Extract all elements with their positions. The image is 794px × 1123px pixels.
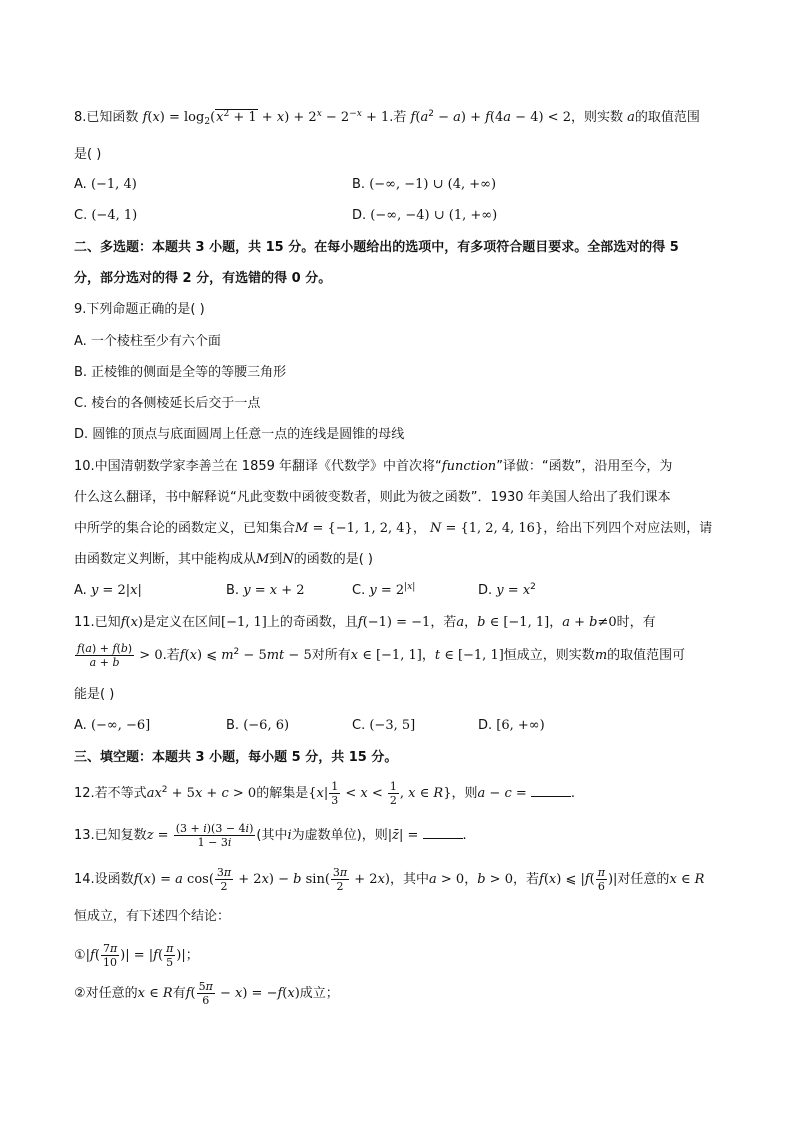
q8-option-b: B. (−∞, −1) ∪ (4, +∞) (352, 177, 497, 192)
q8-line2: 是( ) (74, 147, 102, 162)
answer-blank (423, 828, 463, 839)
q11-line1: 11.已知f(x)是定义在区间[−1, 1]上的奇函数，且f(−1) = −1，若a，b ∈ [−1, 1]，a + b≠0时，有 (74, 615, 656, 630)
q10-option-b: B. y = x + 2 (226, 583, 305, 598)
q10-option-d: D. $y = x^2$ (478, 582, 536, 598)
q13-line: 13.已知复数z = $\frac{(3 + i)(3 - 4i)}{1 - 3i}$ (其中i为虚数单位)，则|z̄| = . (74, 822, 467, 849)
q8-option-a: A. (−1, 4) (74, 177, 137, 192)
q8-option-d: D. (−∞, −4) ∪ (1, +∞) (352, 208, 498, 223)
q9-option-d: D. 圆锥的顶点与底面圆周上任意一点的连线是圆锥的母线 (74, 427, 405, 442)
q8-if: .若 (389, 110, 407, 125)
q10-line4: 由函数定义判断，其中能构成从M到N的函数的是( ) (74, 552, 373, 567)
q11-option-a: A. (−∞, −6] (74, 718, 151, 733)
q8-lead: 已知函数 (86, 110, 139, 125)
q9-option-b: B. 正棱锥的侧面是全等的等腰三角形 (74, 365, 287, 380)
q9-option-c: C. 棱台的各侧棱延长后交于一点 (74, 396, 261, 411)
q11-option-b: B. (−6, 6) (226, 718, 290, 733)
q14-conclusion-2: ②对任意的x ∈ R有f( $\frac{5\pi}{6}$ − x) = −f(x)成立； (74, 980, 339, 1007)
q9-option-a: A. 一个棱柱至少有六个面 (74, 334, 221, 349)
answer-blank (531, 786, 571, 797)
q10-option-c: C. $y = 2^{|x|}$ (352, 582, 416, 598)
section2-heading-cont: 分，部分选对的得 2 分，有选错的得 0 分。 (74, 271, 332, 286)
q14-line2: 恒成立，有下述四个结论： (74, 909, 231, 924)
section2-heading: 二、多选题：本题共 3 小题，共 15 分。在每小题给出的选项中，有多项符合题目要求。全部选对的得 5 (74, 240, 679, 255)
q10-line1: 10.中国清朝数学家李善兰在 1859 年翻译《代数学》中首次将“function”译做：“函数”，沿用至今，为 (74, 459, 673, 474)
q8-line1: 8.已知函数 $f(x) = \log_2(x^2 + 1 + x) + 2^x - 2^{-x} + 1$.若 $f(a^2 - a) + f(4a - 4) < 2$，则实数 a的取值范围 (74, 109, 700, 127)
q8-number: 8. (74, 110, 87, 125)
q8-option-c: C. (−4, 1) (74, 208, 138, 223)
q14-line1: 14.设函数f(x) = a cos( $\frac{3\pi}{2}$ + 2x) − b sin( $\frac{3\pi}{2}$ + 2x)，其中a > 0，b > 0，若f(x) ⩽ |f( $\frac{\pi}{6}$ )|对任意的x ∈ R (74, 866, 705, 893)
q10-option-a: A. y = 2|x| (74, 583, 142, 598)
q10-line2: 什么这么翻译，书中解释说“凡此变数中函彼变数者，则此为彼之函数”．1930 年美国人给出了我们课本 (74, 490, 671, 505)
q11-line2: $\frac{f(a) + f(b)}{a + b}$ > 0.若f(x) ⩽ $m^2 - 5mt - 5$对所有x ∈ [−1, 1]，t ∈ [−1, 1]恒成立，则实数m的取值范围可 (77, 642, 686, 669)
q11-line3: 能是( ) (74, 687, 115, 702)
q11-option-d: D. [6, +∞) (478, 718, 545, 733)
q12-line: 12.若不等式$ax^2 + 5x + c > 0$的解集是{x| $\frac{1}{3}$ < x < $\frac{1}{2}$ , x ∈ R}，则a − c = . (74, 780, 576, 807)
q14-conclusion-1: ①|f( $\frac{7\pi}{10}$ )| = |f( $\frac{\pi}{5}$ )|； (74, 942, 199, 969)
q8-then: ，则实数 (570, 110, 623, 125)
q8-var-a: a (627, 110, 635, 125)
q10-line3: 中所学的集合论的函数定义，已知集合M = {−1, 1, 2, 4}， N = {1, 2, 4, 16}，给出下列四个对应法则，请 (74, 521, 713, 536)
q11-option-c: C. (−3, 5] (352, 718, 416, 733)
section3-heading: 三、填空题：本题共 3 小题，每小题 5 分，共 15 分。 (74, 750, 398, 765)
q8-range: 的取值范围 (634, 110, 700, 125)
q9-stem: 9.下列命题正确的是( ) (74, 302, 205, 317)
